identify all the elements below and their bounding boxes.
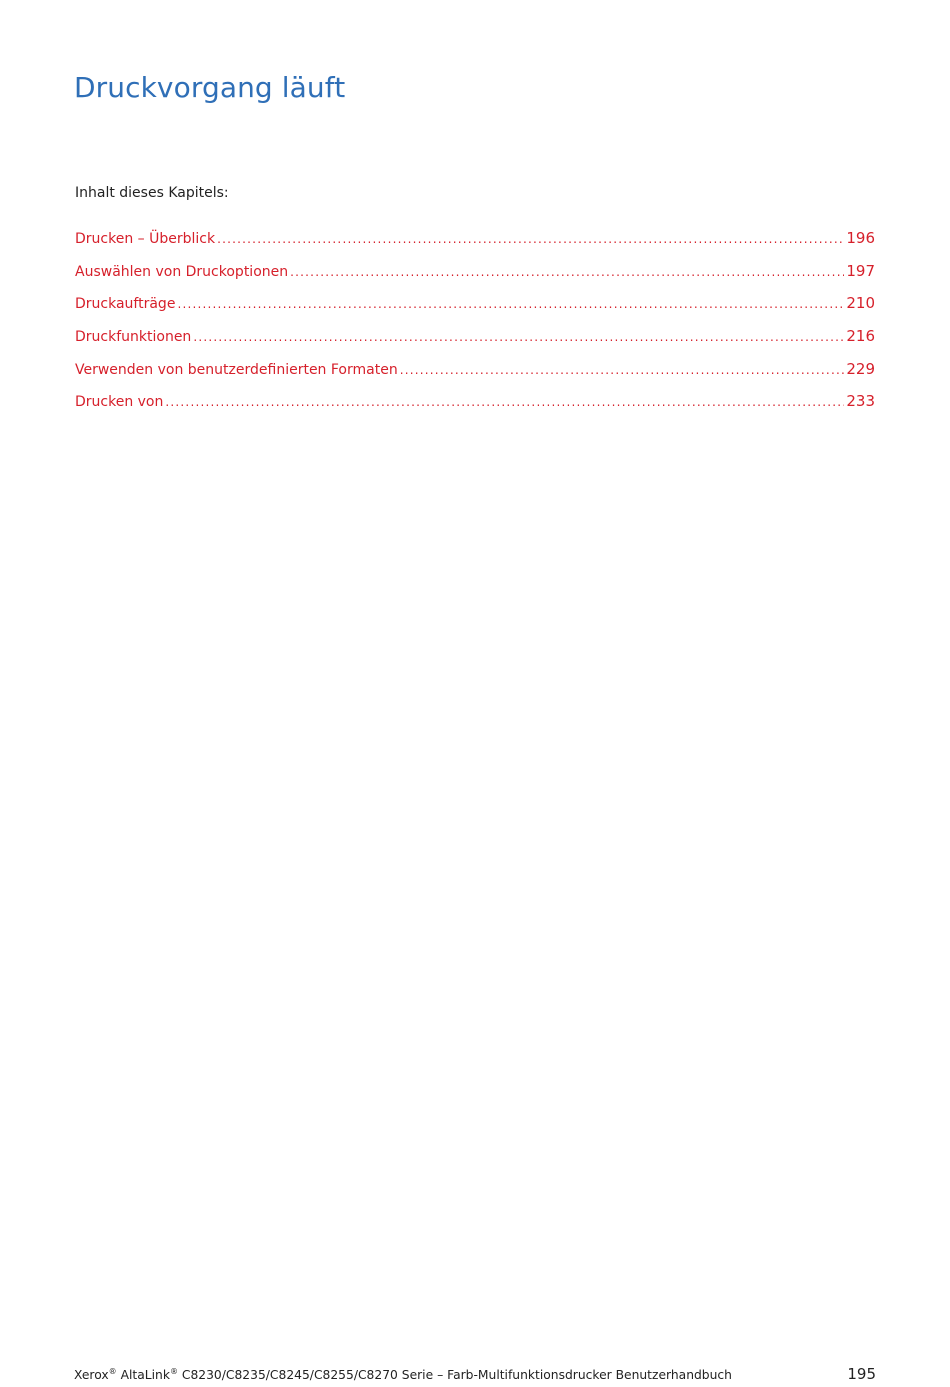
toc-entry-drucken-ueberblick[interactable] xyxy=(75,229,875,262)
toc-entry-page: 229 xyxy=(846,359,875,378)
toc-entry-label: Drucken – Überblick xyxy=(75,231,216,247)
toc-entry-label: Auswählen von Druckoptionen xyxy=(75,263,289,280)
page-footer xyxy=(74,1365,876,1383)
chapter-title: Druckvorgang läuft xyxy=(74,70,346,104)
footer-model-text: C8230/C8235/C8245/C8255/C8270 Serie – Farb-Multifunktionsdrucker Benutzerhandbuch xyxy=(181,1368,732,1382)
toc-entry-label: Verwenden von benutzerdefinierten Formaten xyxy=(75,361,398,378)
toc-entry-benutzerdefinierte-formate[interactable] xyxy=(75,360,875,393)
toc-dot-leader xyxy=(193,330,844,344)
toc-entry-page: 210 xyxy=(846,294,875,313)
toc-entry-label: Druckaufträge xyxy=(75,296,176,313)
toc-dot-leader xyxy=(290,265,844,279)
registered-mark: ® xyxy=(108,1366,117,1376)
footer-product-title xyxy=(74,1368,732,1382)
toc-dot-leader xyxy=(400,363,845,377)
toc-entry-page: 196 xyxy=(846,229,875,247)
footer-brand-altalink: AltaLink xyxy=(120,1368,170,1382)
footer-brand-xerox: Xerox xyxy=(74,1368,109,1382)
toc-entry-page: 197 xyxy=(846,261,875,280)
toc-entry-label: Druckfunktionen xyxy=(75,329,192,346)
toc-dot-leader xyxy=(217,232,844,246)
toc-entry-page: 216 xyxy=(846,327,875,346)
footer-page-number: 195 xyxy=(847,1365,876,1383)
table-of-contents xyxy=(75,229,875,425)
toc-dot-leader xyxy=(165,395,844,409)
toc-entry-druckfunktionen[interactable] xyxy=(75,327,875,360)
toc-dot-leader xyxy=(177,297,844,311)
toc-entry-druckoptionen[interactable] xyxy=(75,262,875,295)
toc-entry-druckauftraege[interactable] xyxy=(75,294,875,327)
contents-intro: Inhalt dieses Kapitels: xyxy=(75,185,229,201)
toc-entry-page: 233 xyxy=(846,392,875,411)
toc-entry-label: Drucken von xyxy=(75,394,164,411)
toc-entry-drucken-von[interactable] xyxy=(75,392,875,425)
registered-mark: ® xyxy=(169,1366,178,1376)
